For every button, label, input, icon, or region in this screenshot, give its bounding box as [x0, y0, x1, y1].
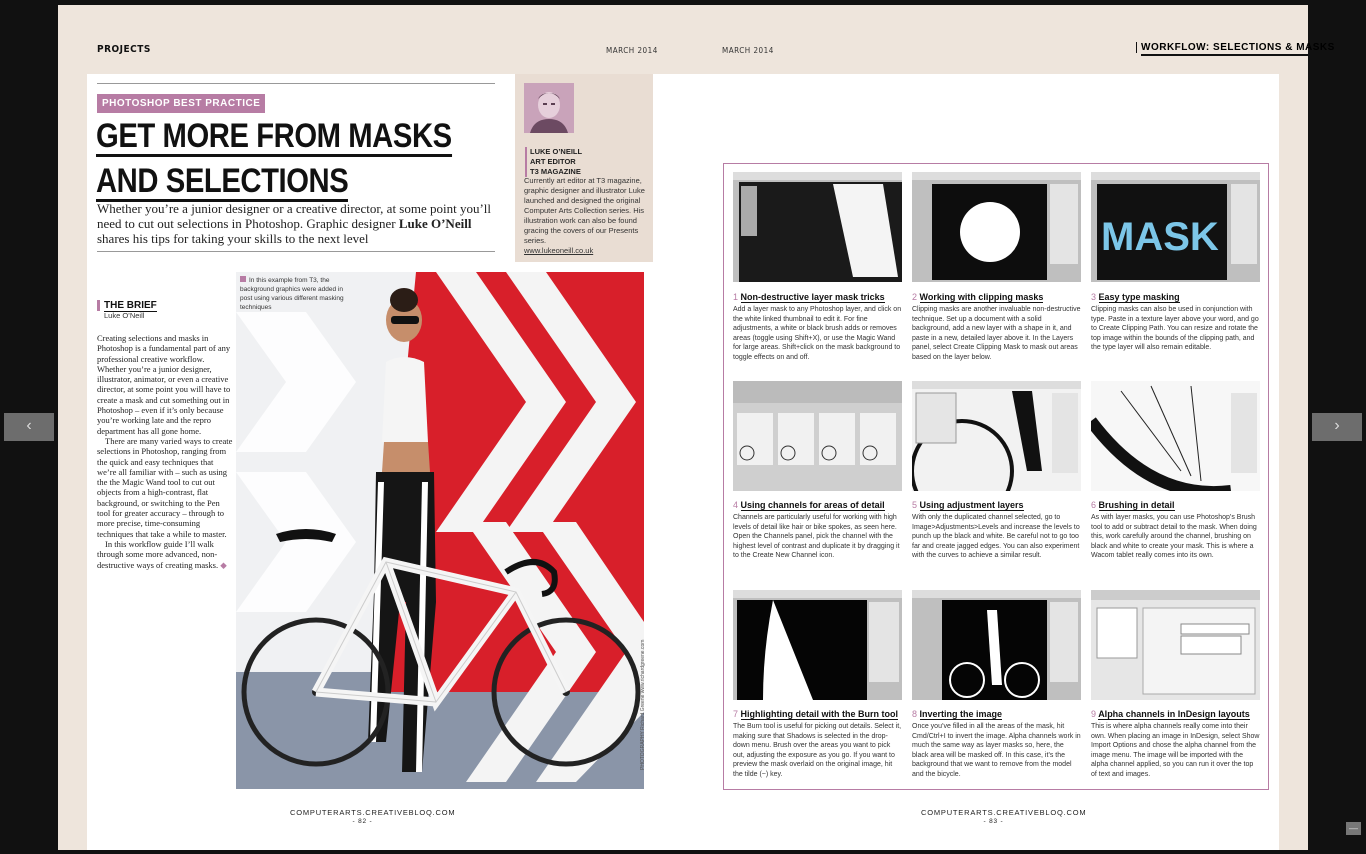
step-6-screenshot: [1091, 381, 1260, 491]
prev-page-button[interactable]: ‹: [4, 413, 54, 441]
step-5-title: [912, 500, 1024, 510]
section-tag-label: WORKFLOW: SELECTIONS & MASKS: [1141, 42, 1335, 56]
bio-author: LUKE O’NEILL: [530, 147, 583, 156]
step-8-heading: Inverting the image: [919, 709, 1003, 719]
category-badge: PHOTOSHOP BEST PRACTICE: [97, 94, 265, 113]
step-3-mask-word: MASK: [1101, 215, 1219, 259]
step-5-screenshot: [912, 381, 1081, 491]
step-6-number: 6: [1091, 500, 1097, 510]
step-3-screenshot: [1091, 172, 1260, 282]
step-5-body: With only the duplicated channel selected, go to Image>Adjustments>Levels and increase the levels to punch up the black and white. Be careful not to go too far and create jagged edges. You can also experiment with the curves to achieve a similar result.: [912, 514, 1080, 560]
step-3-body: Clipping masks can also be used in conjunction with type. Paste in a texture layer above your word, and go to Create Clipping Path. You can resize and rotate the top image within the bounds of the clipping path, and the type layer will also remain editable.: [1091, 306, 1259, 352]
step-6-title: [1091, 500, 1175, 510]
step-7-heading: Highlighting detail with the Burn tool: [740, 709, 899, 719]
step-2-title: [912, 292, 1043, 302]
step-1-title: [733, 292, 885, 302]
bio-description: Currently art editor at T3 magazine, graphic designer and illustrator Luke launched and designed the original Computer Arts Collection series. His illustration work can also be found gracing the covers of our Presents series.: [524, 176, 645, 245]
photo-caption: In this example from T3, the background graphics were added in post using various different masking techniques: [240, 276, 352, 312]
step-2-number: 2: [912, 292, 918, 302]
step-8-number: 8: [912, 709, 918, 719]
body-paragraph-1: Creating selections and masks in Photoshop is a fundamental part of any professional creative workflow. Whether you’re a junior designer, illustrator, animator, or even a creative director, at some point you will have to create a mask and cut something out in Photoshop – even if it’s only because you’re working late and the repro department has all gone home.: [97, 333, 231, 436]
step-2-body: Clipping masks are another invaluable non-destructive technique. Set up a document with a solid background, add a new layer with a shape in it, and paste in a new, detailed layer above it. In the Layers panel, select Create Clipping Mask to mask out areas based on the layer below.: [912, 306, 1081, 361]
step-5-number: 5: [912, 500, 918, 510]
step-9-screenshot: [1091, 590, 1260, 700]
headline-line-2: AND SELECTIONS: [96, 162, 349, 200]
step-4-screenshot: [733, 381, 902, 491]
brief-byline: Luke O’Neill: [104, 311, 145, 320]
minimize-button[interactable]: —: [1346, 822, 1361, 835]
step-6-heading: Brushing in detail: [1098, 500, 1175, 510]
step-8-body: Once you’ve filled in all the areas of the mask, hit Cmd/Ctrl+I to invert the image. Alpha channels work in much the same way as layer masks so, here, the black area will be masked off. In this case, it’s the background that we want to remove from the model and the bicycle.: [912, 723, 1081, 778]
step-7-body: The Burn tool is useful for picking out details. Select it, making sure that Shadows is selected in the drop-down menu. Brush over the areas you want to pick out, adjusting the exposure as you go. If you want to preview the mask overlaid on the original image, hit the tilde (~) key.: [733, 723, 902, 778]
photo-credit: PHOTOGRAPHY Richard Greene www.richardgreene.com: [640, 639, 646, 770]
folio-right: [921, 808, 1087, 825]
step-3-title: [1091, 292, 1180, 302]
step-7-title: [733, 709, 898, 719]
bio-url-link[interactable]: www.lukeoneill.co.uk: [524, 246, 594, 255]
step-3-number: 3: [1091, 292, 1097, 302]
section-label: PROJECTS: [97, 44, 151, 55]
folio-right-site: COMPUTERARTS.CREATIVEBLOQ.COM: [921, 808, 1087, 817]
step-4-body: Channels are particularly useful for working with high levels of detail like hair or bike spokes, as seen here. Open the Channels panel, pick the channel with the highest level of contrast and duplicate it by dragging it to the Create New Channel icon.: [733, 514, 900, 560]
step-4-heading: Using channels for areas of detail: [740, 500, 885, 510]
standfirst: [97, 201, 497, 246]
section-tag: [1136, 42, 1340, 53]
step-7-number: 7: [733, 709, 739, 719]
issue-date-right: MARCH 2014: [722, 46, 774, 55]
step-7-screenshot: [733, 590, 902, 700]
step-3-heading: Easy type masking: [1098, 292, 1180, 302]
step-1-screenshot: [733, 172, 902, 282]
step-4-title: [733, 500, 885, 510]
bio-name: [525, 147, 582, 177]
brief-title-label: THE BRIEF: [104, 300, 157, 311]
body-paragraph-3: [97, 539, 234, 570]
step-5-heading: Using adjustment layers: [919, 500, 1024, 510]
step-2-screenshot: [912, 172, 1081, 282]
top-rule: [97, 83, 495, 84]
folio-left-site: COMPUTERARTS.CREATIVEBLOQ.COM: [290, 808, 456, 817]
step-2-heading: Working with clipping masks: [919, 292, 1044, 302]
body-paragraph-3-text: In this workflow guide I’ll walk through some more advanced, non-destructive ways of creating masks.: [97, 538, 219, 570]
step-1-number: 1: [733, 292, 739, 302]
bio-company: T3 MAGAZINE: [530, 167, 581, 176]
folio-right-page: - 83 -: [983, 818, 1004, 825]
step-8-screenshot: [912, 590, 1081, 700]
step-4-number: 4: [733, 500, 739, 510]
standfirst-post: shares his tips for taking your skills to the next level: [97, 231, 369, 246]
issue-date-left: MARCH 2014: [606, 46, 658, 55]
author-name: Luke O’Neill: [398, 216, 472, 231]
step-1-body: Add a layer mask to any Photoshop layer, and click on the white linked thumbnail to edit it. For fine adjustments, a white or black brush adds or removes areas (toggle using Shift+X), or use the Magic Wand for large areas. Shift+click on the mask background to toggle effects on and off.: [733, 306, 902, 361]
step-8-title: [912, 709, 1002, 719]
headline: [96, 116, 457, 206]
brief-title: [97, 300, 232, 311]
next-page-button[interactable]: ›: [1312, 413, 1362, 441]
step-9-number: 9: [1091, 709, 1097, 719]
end-mark: ◆: [220, 559, 227, 570]
step-9-body: This is where alpha channels really come into their own. When placing an image in InDesign, select Show Import Options and chose the alpha channel from the image menu. The image will be imported with the alpha channel applied, so you can run it over the top of text and images.: [1091, 723, 1260, 778]
headline-line-1: GET MORE FROM MASKS: [96, 117, 452, 155]
hero-photo: [236, 272, 644, 789]
brief-heading: [97, 300, 232, 320]
bio-text: [524, 176, 648, 256]
step-9-title: [1091, 709, 1250, 719]
body-text: [97, 333, 234, 570]
step-9-heading: Alpha channels in InDesign layouts: [1098, 709, 1250, 719]
bottom-rule: [97, 251, 495, 252]
bio-role: ART EDITOR: [530, 157, 576, 166]
folio-left: [290, 808, 456, 825]
standfirst-pre: Whether you’re a junior designer or a creative director, at some point you’ll need to cut out selections in Photoshop. Graphic designer: [97, 201, 492, 231]
step-1-heading: Non-destructive layer mask tricks: [740, 292, 885, 302]
body-paragraph-2: There are many varied ways to create selections in Photoshop, ranging from the quick and easy techniques that we’re all familiar with – such as using the the Magic Wand tool to cut out objects from a high-contrast, flat background, or switching to the Pen tool for greater accuracy – through to more precise, time-consuming techniques that take a while to master.: [97, 435, 233, 539]
avatar: [524, 83, 574, 133]
folio-left-page: - 82 -: [352, 818, 373, 825]
step-6-body: As with layer masks, you can use Photoshop’s Brush tool to add or subtract detail to the mask. When doing this, work carefully around the channel, brushing on black and white to create your mask. This is where a Wacom tablet really comes into its own.: [1091, 514, 1257, 560]
